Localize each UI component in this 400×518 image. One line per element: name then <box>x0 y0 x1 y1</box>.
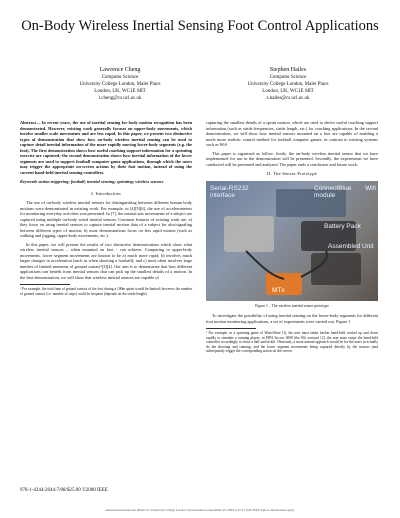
author-block-1 <box>40 66 200 102</box>
figure-caption: Figure 1 – The wireless inertial sensor prototype <box>255 303 329 308</box>
author-name: Stephen Hailes <box>269 67 307 73</box>
keywords: Keywords-action triggering; football; inertial sensing; sprinting; wireless sensors <box>20 179 164 184</box>
section-heading-introduction: I. Introduction <box>91 190 121 196</box>
author-block-2 <box>208 66 368 102</box>
author-email: l.cheng@cs.ucl.ac.uk <box>98 96 142 101</box>
figure-label-assembled: Assembled Unit <box>328 242 374 250</box>
body-paragraph: To investigate the possibility of using inertial sensing on the lower-body segments for different foot motion monitoring applications, a set of experiments were carried out. Figure 1 <box>206 313 378 324</box>
author-name: Lawrence Cheng <box>99 67 141 73</box>
body-paragraph: The use of on-body wireless inertial sensors for distinguishing between different human body motions were demonstrated in existing work. For example, in [4][5][6], the use of accelerometers for monitoring everyday activities was presented. In [7], the martial arts movements of a subject are captured using multiple on-body wired inertial sensors. Common features of existing work are: a) they focus on using inertial sensors to capture inertial motion data of a subject for also/signaling between different types of motion; b) most demonstrations focus on less rapid motion (such as walking and jogging, upper-body movements, etc.). <box>20 200 192 238</box>
figure-label-serial: Serial-RS232 interface <box>210 184 249 199</box>
body-paragraph: In this paper, we will present the results of two distinctive demonstrations which show what wireless inertial sensors – when mounted on foot - can achieve. Comparing to upper-body movements, lower segment movements are known to be a) much more rapid; b) involves much larger changes in acceleration (such as when shooting a football); and c) most often involves large number of limited moments of ground contact¹[3][4]. Our aim is to demonstrate that how different applications can benefit from inertial sensors that can pick up the smallest details of a motion. In the first demonstration, we will show that wireless inertial sensors are capable of <box>20 241 192 280</box>
author-institution: University College London, Malet Place <box>247 82 329 87</box>
author-address: London, UK, WC1E 6BT <box>262 89 314 94</box>
author-institution: University College London, Malet Place <box>79 82 161 87</box>
left-column <box>20 120 192 296</box>
license-footer: Authorized licensed use limited to: University College London. Downloaded on September 23, 2009 at 07:17 from IEEE Xplore. Restrictions apply. <box>105 508 295 512</box>
body-paragraph: capturing the smallest details of a sprint motion, which are used to derive useful coaching support information (such as stride frequencies, stride length, etc.) for coaching applications. In the second demonstration, we will show how inertial sensors mounted on a foot are capable of enabling a much more realistic control method for football computer games, in contrast to existing systems such as Wii². <box>206 120 378 147</box>
author-email: s.hailes@cs.ucl.ac.uk <box>266 96 310 101</box>
figure-label-battery: Battery Pack <box>324 222 361 230</box>
author-address: London, UK, WC1E 6BT <box>94 89 146 94</box>
author-affiliation: Computer Science <box>269 75 307 80</box>
figure-label-mtx: MTx <box>272 286 285 294</box>
abstract: Abstract— In recent years, the use of inertial sensing for body motion recognition has been demonstrated. However, existing work generally focuses on upper-body movements, which involve smaller scale movements and are less rapid. In this paper, we present two distinctive types of demonstration that show how on-body wireless inertial sensing can be used to capture detail inertial information of the more rapidly moving lower-body segments (e.g. the foot). The first demonstration shows how useful coaching support information for a sprinting exercise are captured; the second demonstration shows how inertial information of the lower segments are used to support football computer game applications, through which the users may trigger the appropriate on-screen actions by their foot motion, instead of using the current hand-held inertial sensing controllers. <box>20 120 192 175</box>
author-affiliation: Computer Science <box>101 75 139 80</box>
figure-label-wifi: ConnectBlue Wifi module <box>314 184 376 199</box>
footnote-divider <box>206 328 256 329</box>
footnote: ² For example, in a sprinting game of WarioWare [1], the user must shake his/her hand-held control up and down rapidly to simulate a running player; in FIFA Soccer 2008 (the Wii version) [2], the user must swipe the hand-held controller accordingly to shoot a ball and tackle. Obviously, a more natural approach would be for the users to actually do the shooting and running, and the lower segment movements being captured directly by the sensors (and subsequently trigger the corresponding action on the screen. <box>206 331 378 353</box>
sensor-prototype-photo <box>206 181 378 301</box>
right-column <box>206 120 378 354</box>
footnote-divider <box>20 284 70 285</box>
paper-title: On-Body Wireless Inertial Sensing Foot Control Applications <box>21 18 379 34</box>
body-paragraph: This paper is organized as follow: firstly, the on-body wireless inertial sensor that we have implemented for use in the demonstration will be presented. Secondly, the experiments we have conducted will be presented and analysed. The paper ends a conclusion and future work. <box>206 150 378 167</box>
section-heading-prototype: II. The Sensor Prototype <box>267 171 317 176</box>
prototype-photo-illustration <box>206 181 378 301</box>
footnote: ¹ For example, the total time of ground contact of the foot during a 100m sprint would be limited; however, the number of ground contact (i.e. number of steps) could be frequent (depends on the stride length). <box>20 287 192 296</box>
isbn-line: 978-1-4244-2644-7/08/$25.00 ©2008 IEEE <box>20 488 108 493</box>
